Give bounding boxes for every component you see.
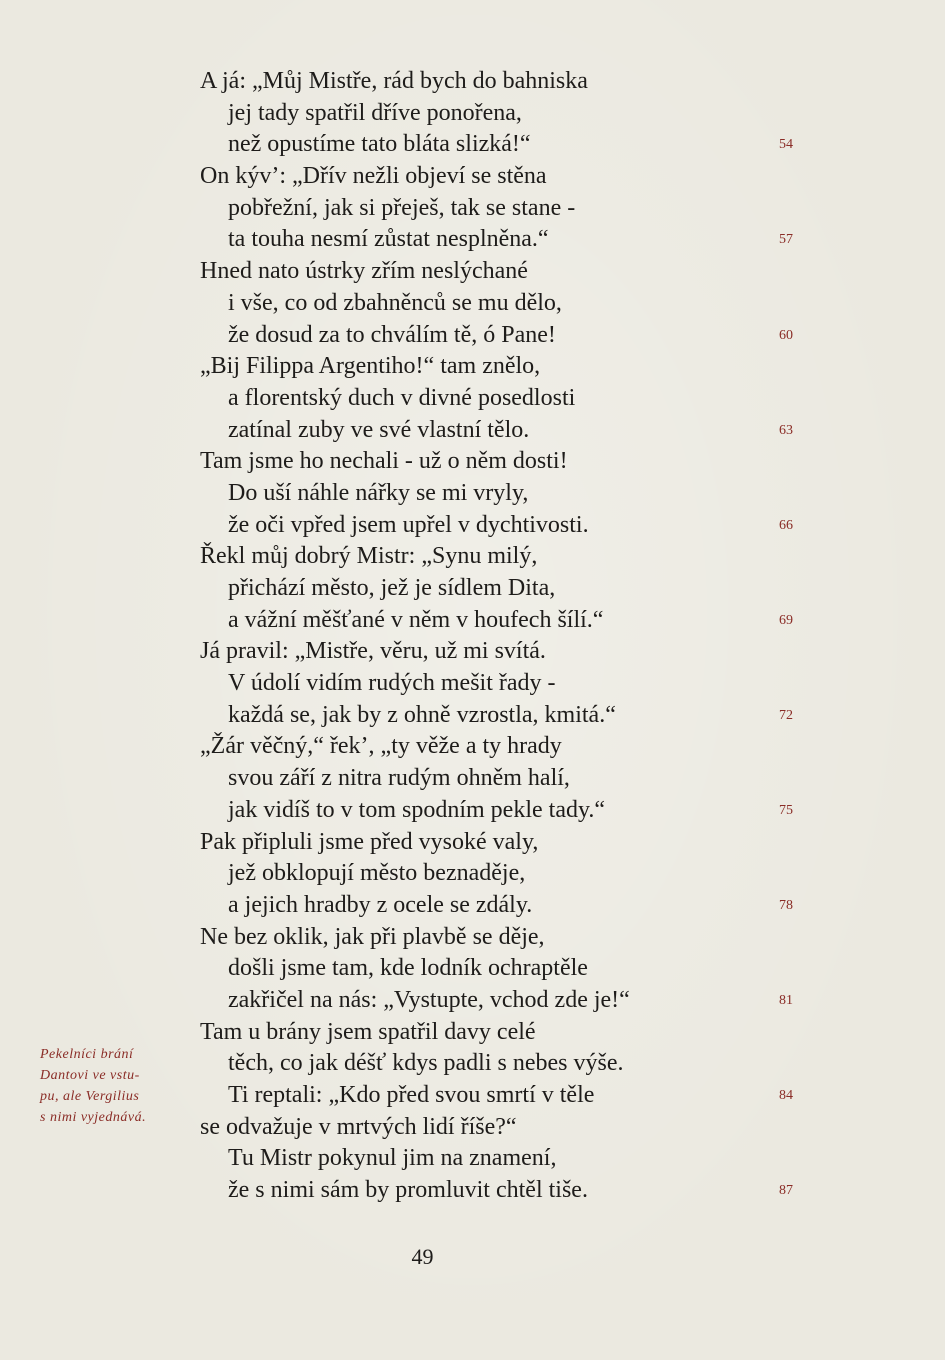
verse-line bbox=[200, 763, 800, 795]
verse-text: svou září z nitra rudým ohněm halí, bbox=[228, 765, 570, 792]
verse-text: a vážní měšťané v něm v houfech šílí.“ bbox=[228, 606, 604, 633]
verse-text: přichází město, jež je sídlem Dita, bbox=[228, 575, 556, 601]
verse-text: „Žár věčný,“ řek’, „ty věže a ty hrady bbox=[200, 733, 562, 760]
verse-text: jej tady spatřil dříve ponořena, bbox=[228, 99, 522, 126]
line-number: 81 bbox=[779, 992, 793, 1008]
page-number-container bbox=[0, 1244, 945, 1270]
verse-text: Do uší náhle nářky se mi vryly, bbox=[228, 479, 529, 506]
verse-text: Tam u brány jsem spatřil davy celé bbox=[200, 1018, 536, 1045]
margin-note-line: Dantovi ve vstu- bbox=[40, 1068, 140, 1083]
verse-line bbox=[200, 1112, 800, 1144]
verse-line bbox=[200, 351, 800, 383]
verse-line bbox=[200, 510, 800, 542]
verse-line bbox=[200, 256, 800, 288]
verse-line bbox=[200, 193, 800, 225]
verse-text: a jejich hradby z ocele se zdály. bbox=[228, 891, 533, 918]
line-number: 66 bbox=[779, 517, 793, 533]
verse-line bbox=[200, 320, 800, 352]
verse-text: že s nimi sám by promluvit chtěl tiše. bbox=[228, 1177, 588, 1204]
page-number: 49 bbox=[411, 1244, 434, 1269]
verse-text: došli jsme tam, kde lodník ochraptěle bbox=[228, 955, 588, 982]
verse-text: Ne bez oklik, jak při plavbě se děje, bbox=[200, 923, 545, 950]
verse-text: Tam jsme ho nechali - už o něm dosti! bbox=[200, 448, 568, 475]
verse-text: Ti reptali: „Kdo před svou smrtí v těle bbox=[228, 1082, 595, 1108]
verse-line bbox=[200, 446, 800, 478]
verse-line bbox=[200, 636, 800, 668]
verse-text: V údolí vidím rudých mešit řady - bbox=[228, 670, 556, 697]
verse-text: každá se, jak by z ohně vzrostla, kmitá.“ bbox=[228, 701, 616, 728]
poem-text bbox=[200, 66, 800, 1207]
margin-note-line: pu, ale Vergilius bbox=[40, 1089, 140, 1104]
verse-line bbox=[200, 129, 800, 161]
verse-text: ta touha nesmí zůstat nesplněna.“ bbox=[228, 226, 549, 253]
verse-line bbox=[200, 98, 800, 130]
verse-text: i vše, co od zbahněnců se mu dělo, bbox=[228, 289, 562, 316]
verse-text: Já pravil: „Mistře, věru, už mi svítá. bbox=[200, 638, 546, 665]
margin-note bbox=[40, 1044, 190, 1128]
verse-line bbox=[200, 827, 800, 859]
line-number: 57 bbox=[779, 232, 793, 248]
verse-line bbox=[200, 1143, 800, 1175]
verse-line bbox=[200, 1048, 800, 1080]
line-number: 54 bbox=[779, 137, 793, 153]
verse-line bbox=[200, 700, 800, 732]
line-number: 60 bbox=[779, 327, 793, 343]
line-number: 63 bbox=[779, 422, 793, 438]
verse-text: Hned nato ústrky zřím neslýchané bbox=[200, 258, 528, 285]
verse-text: A já: „Můj Mistře, rád bych do bahniska bbox=[200, 68, 588, 94]
verse-text: Řekl můj dobrý Mistr: „Synu milý, bbox=[200, 543, 538, 570]
verse-line bbox=[200, 1017, 800, 1049]
verse-line bbox=[200, 1175, 800, 1207]
verse-line bbox=[200, 890, 800, 922]
verse-line bbox=[200, 605, 800, 637]
verse-text: pobřežní, jak si přeješ, tak se stane - bbox=[228, 194, 576, 221]
line-number: 84 bbox=[779, 1088, 793, 1103]
verse-line bbox=[200, 985, 800, 1017]
line-number: 75 bbox=[779, 802, 793, 818]
verse-line bbox=[200, 288, 800, 320]
verse-text: Pak připluli jsme před vysoké valy, bbox=[200, 828, 539, 855]
verse-line bbox=[200, 1080, 800, 1112]
verse-text: těch, co jak déšť kdys padli s nebes výše. bbox=[228, 1050, 624, 1077]
verse-line bbox=[200, 668, 800, 700]
margin-note-line: Pekelníci brání bbox=[40, 1047, 134, 1062]
verse-text: zatínal zuby ve své vlastní tělo. bbox=[228, 416, 530, 443]
verse-line bbox=[200, 383, 800, 415]
verse-text: se odvažuje v mrtvých lidí říše?“ bbox=[200, 1113, 517, 1140]
line-number: 87 bbox=[779, 1183, 793, 1199]
line-number: 78 bbox=[779, 897, 793, 913]
verse-line bbox=[200, 161, 800, 193]
verse-text: On kýv’: „Dřív nežli objeví se stěna bbox=[200, 163, 547, 190]
verse-line bbox=[200, 731, 800, 763]
verse-line bbox=[200, 573, 800, 605]
verse-text: Tu Mistr pokynul jim na znamení, bbox=[228, 1145, 557, 1172]
verse-text: zakřičel na nás: „Vystupte, vchod zde je!“ bbox=[228, 986, 630, 1013]
margin-note-line: s nimi vyjednává. bbox=[40, 1110, 147, 1125]
line-number: 69 bbox=[779, 612, 793, 628]
verse-line bbox=[200, 415, 800, 447]
verse-text: že oči vpřed jsem upřel v dychtivosti. bbox=[228, 511, 589, 538]
verse-text: a florentský duch v divné posedlosti bbox=[228, 384, 576, 411]
verse-line bbox=[200, 224, 800, 256]
verse-line bbox=[200, 795, 800, 827]
verse-text: jež obklopují město beznaděje, bbox=[228, 860, 526, 887]
verse-line bbox=[200, 953, 800, 985]
verse-text: „Bij Filippa Argentiho!“ tam znělo, bbox=[200, 353, 541, 380]
verse-text: jak vidíš to v tom spodním pekle tady.“ bbox=[228, 796, 606, 823]
verse-line bbox=[200, 541, 800, 573]
line-number: 72 bbox=[779, 707, 793, 723]
verse-line bbox=[200, 478, 800, 510]
verse-line bbox=[200, 858, 800, 890]
verse-text: než opustíme tato bláta slizká!“ bbox=[228, 131, 531, 158]
verse-line bbox=[200, 922, 800, 954]
verse-line bbox=[200, 66, 800, 98]
verse-text: že dosud za to chválím tě, ó Pane! bbox=[228, 321, 556, 348]
